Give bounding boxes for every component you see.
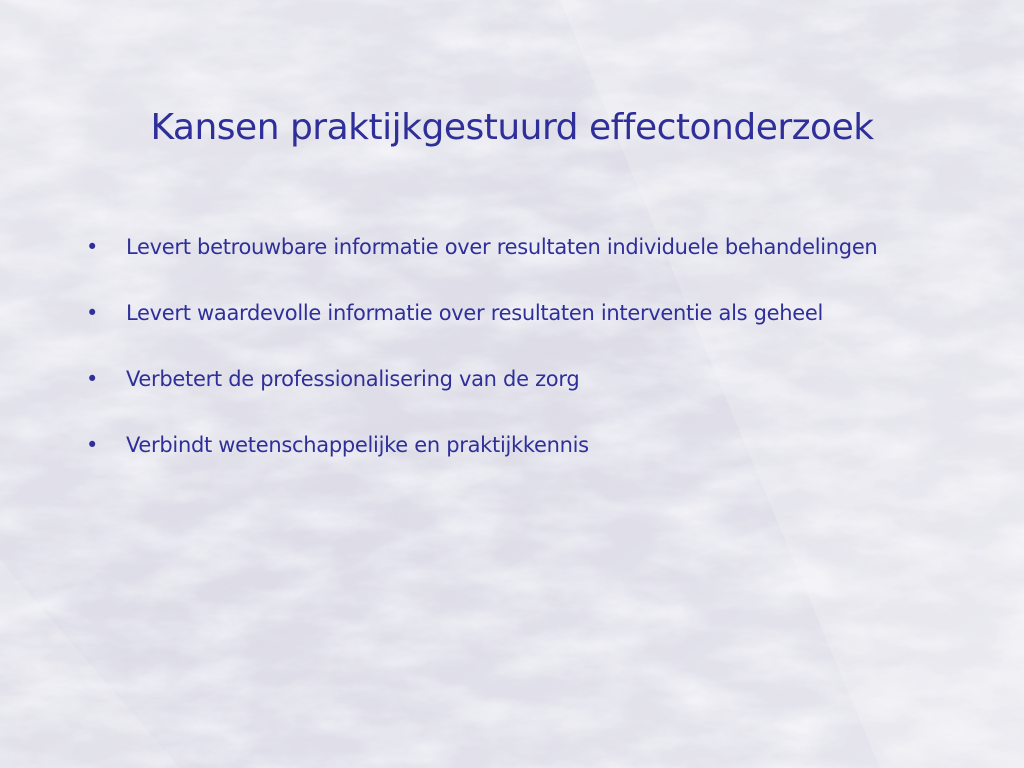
bullet-text: Levert waardevolle informatie over resultaten interventie als geheel <box>126 301 824 325</box>
bullet-item <box>86 362 906 396</box>
bullet-icon: • <box>86 433 99 457</box>
bullet-icon: • <box>86 235 99 259</box>
bullet-item <box>86 230 906 264</box>
bullet-icon: • <box>86 367 99 391</box>
bullet-text: Levert betrouwbare informatie over resultaten individuele behandelingen <box>126 235 878 259</box>
slide-title: Kansen praktijkgestuurd effectonderzoek <box>150 107 874 148</box>
bullet-icon: • <box>86 301 99 325</box>
bullet-text: Verbetert de professionalisering van de zorg <box>126 367 580 391</box>
bullet-item <box>86 428 906 462</box>
bullet-item <box>86 296 906 330</box>
bullet-text: Verbindt wetenschappelijke en praktijkkennis <box>126 433 589 457</box>
bullet-list <box>86 230 906 494</box>
